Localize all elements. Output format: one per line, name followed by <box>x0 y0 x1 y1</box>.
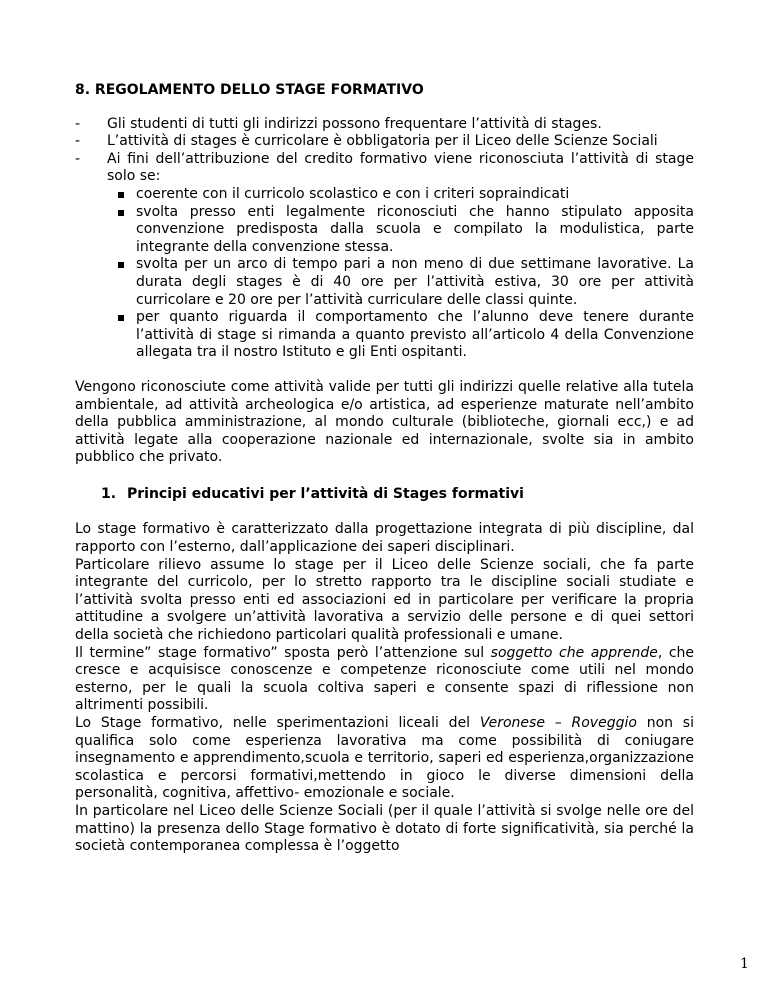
sub-list-item: svolta presso enti legalmente riconosciuti che hanno stipulato apposita convenzione predisposta dalla scuola e compilato la modulistica, parte integrante della convenzione stessa. <box>107 204 694 257</box>
requirements-list <box>75 116 694 362</box>
body-paragraph: Particolare rilievo assume lo stage per il Liceo delle Scienze sociali, che fa parte integrante del curricolo, per lo stretto rapporto tra le discipline sociali studiate e l’attività svolta presso enti ed associazioni ed in particolare per verificare la propria attitudine a svolgere un’attività lavorativa a servizio delle persone e di quei settori della società che richiedono particolari qualità professionali e umane. <box>75 556 694 644</box>
activities-paragraph: Vengono riconosciute come attività valide per tutti gli indirizzi quelle relative alla tutela ambientale, ad attività archeologica e/o artistica, ad esperienze maturate nell’ambito della pubblica amministrazione, al mondo culturale (biblioteche, giornali ecc,) e ad attività legate alla cooperazione nazionale ed internazionale, svolte sia in ambito pubblico che privato. <box>75 378 694 466</box>
section-body <box>75 521 694 855</box>
body-paragraph <box>75 715 694 803</box>
list-item-text: Ai fini dell’attribuzione del credito formativo viene riconosciuta l’attività di stage solo se: <box>107 150 694 185</box>
page-number: 1 <box>740 956 749 972</box>
section-number: 1. <box>101 485 117 502</box>
document-page <box>75 82 694 856</box>
italic-text: Veronese – Roveggio <box>479 715 637 731</box>
sub-list-item: svolta per un arco di tempo pari a non meno di due settimane lavorative. La durata degli stages è di 40 ore per l’attività estiva, 30 ore per attività curricolare e 20 ore per l’attività curriculare delle classi quinte. <box>107 256 694 309</box>
sub-list <box>107 186 694 362</box>
sub-list-item: coerente con il curricolo scolastico e con i criteri sopraindicati <box>107 186 694 204</box>
sub-list-item: per quanto riguarda il comportamento che l’alunno deve tenere durante l’attività di stage si rimanda a quanto previsto all’articolo 4 della Convenzione allegata tra il nostro Istituto e gli Enti ospitanti. <box>107 309 694 362</box>
body-paragraph: In particolare nel Liceo delle Scienze Sociali (per il quale l’attività si svolge nelle ore del mattino) la presenza dello Stage formativo è dotato di forte significatività, sia perché la società contemporanea complessa è l’oggetto <box>75 802 694 855</box>
list-item: - Gli studenti di tutti gli indirizzi possono frequentare l’attività di stages. <box>75 116 694 134</box>
italic-text: soggetto che apprende <box>490 644 658 661</box>
text-run: non si qualifica solo come esperienza lavorativa ma come possibilità di coniugare insegnamento e apprendimento,scuola e territorio, saperi ed esperienza,organizzazione scolastica e percorsi formativi,mettendo in gioco le diverse dimensioni della personalità, cognitiva, affettivo- emozionale e sociale. <box>75 715 694 802</box>
body-paragraph: Lo stage formativo è caratterizzato dalla progettazione integrata di più discipline, dal rapporto con l’esterno, dall’applicazione dei saperi disciplinari. <box>75 521 694 556</box>
text-run: Lo Stage formativo, nelle sperimentazioni liceali del <box>75 715 480 731</box>
body-paragraph <box>75 645 694 715</box>
list-item: - L’attività di stages è curricolare è obbligatoria per il Liceo delle Scienze Sociali <box>75 133 694 151</box>
list-item <box>75 151 694 362</box>
text-run: Il termine” stage formativo” sposta però l’attenzione sul <box>75 644 491 661</box>
section-heading <box>101 486 694 504</box>
document-heading: 8. REGOLAMENTO DELLO STAGE FORMATIVO <box>75 82 424 98</box>
section-title: Principi educativi per l’attività di Stages formativi <box>127 485 524 502</box>
text-run: , che cresce e acquisisce conoscenze e competenze riconosciute come utili nel mondo esterno, per le quali la scuola coltiva saperi e consente spazi di riflessione non altrimenti possibili. <box>75 644 695 714</box>
